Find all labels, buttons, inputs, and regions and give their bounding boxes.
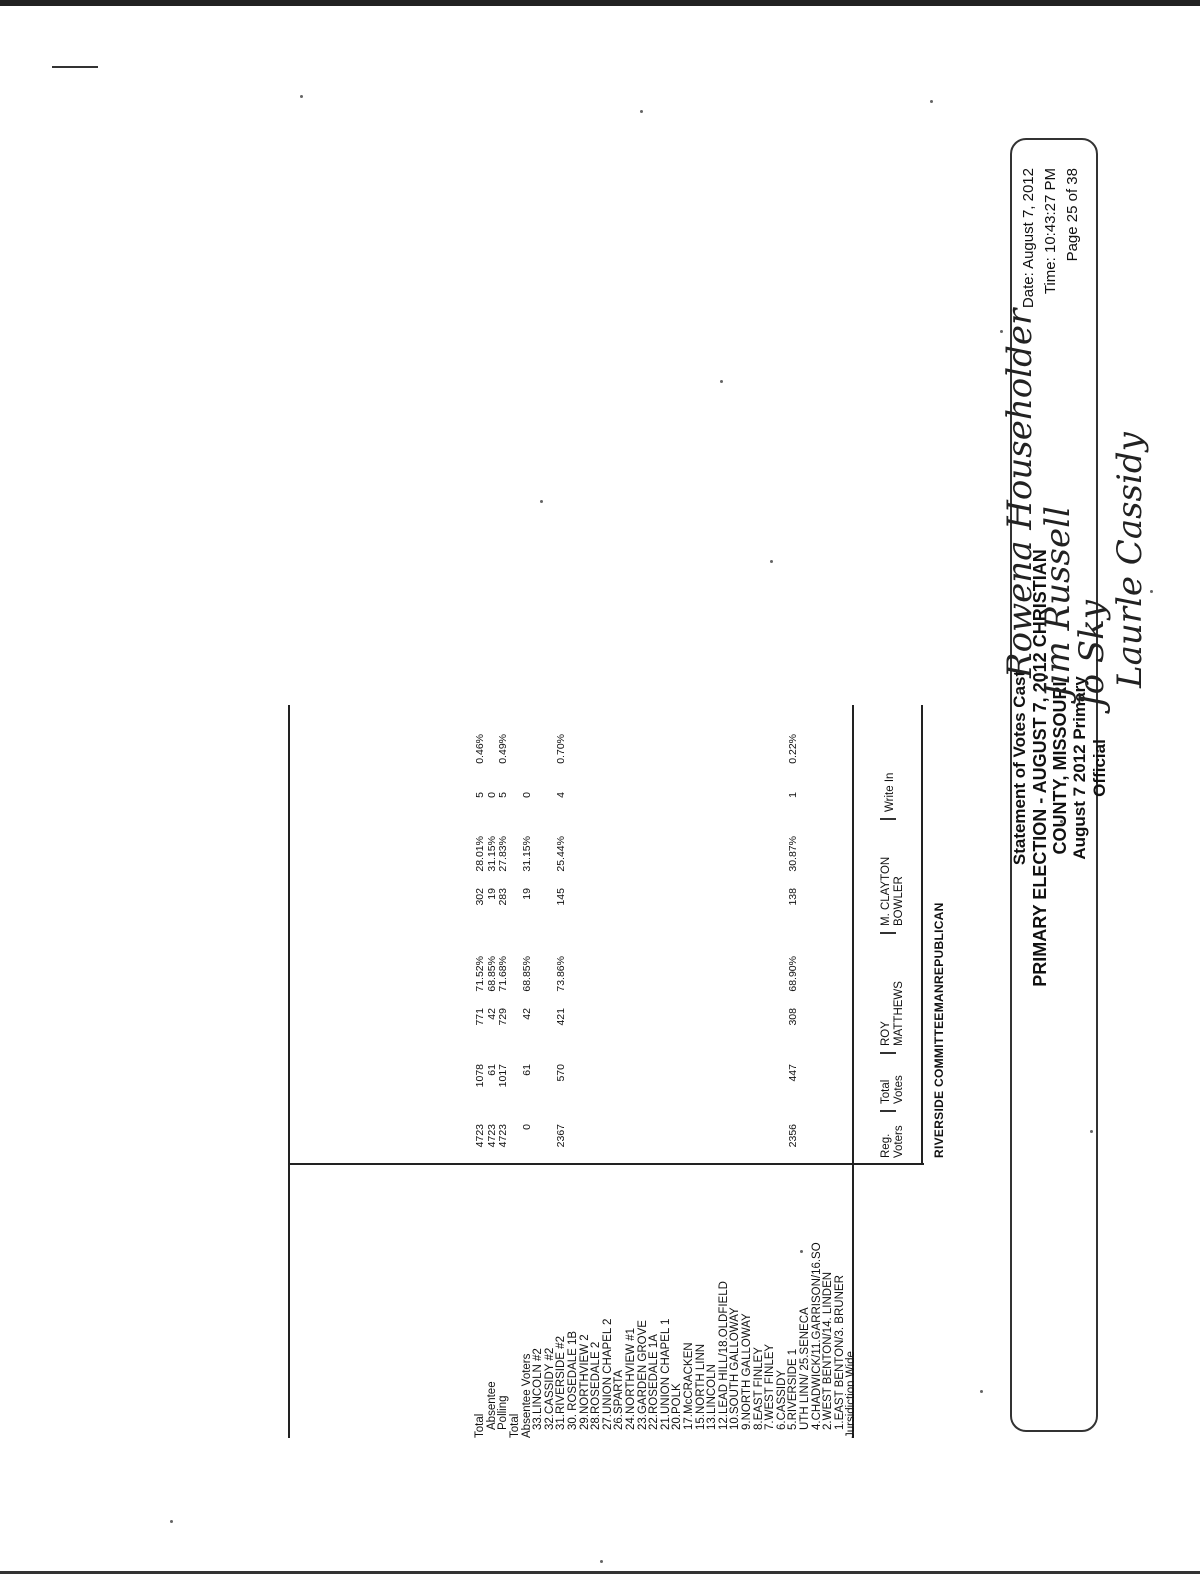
vote-cell: 31.15% (520, 836, 533, 872)
report-date: Date: August 7, 2012 (1020, 168, 1037, 309)
jurisdiction-row: 31.RIVERSIDE #2 (555, 1336, 568, 1430)
jurisdiction-row: 20.POLK (671, 1383, 684, 1430)
vote-cell: 308 (787, 1008, 800, 1026)
title-line2: PRIMARY ELECTION - AUGUST 7, 2012 CHRISTIAN COUNTY, MISSOURI (1030, 549, 1070, 987)
vote-cell: 19 (520, 888, 533, 900)
col-separator (880, 819, 896, 821)
vote-cell: 283 (497, 888, 510, 906)
signature-1: Laurle Cassidy (1110, 432, 1150, 688)
title-line1: Statement of Votes Cast (1010, 670, 1029, 866)
jurisdiction-row: 30. ROSEDALE 1B (567, 1330, 579, 1430)
table-left-rule (288, 1163, 924, 1165)
col-write-in: Write In (884, 772, 896, 812)
race-title: RIVERSIDE COMMITTEEMANREPUBLICAN (932, 902, 946, 1158)
jurisdiction-row: UTH LINN/ 25.SENECA (799, 1307, 811, 1430)
vote-cell: 68.85% (485, 956, 498, 992)
jurisdiction-row: 22.ROSEDALE 1A (648, 1334, 661, 1430)
jurisdiction-row: 6.CASSIDY (775, 1369, 788, 1430)
vote-cell: 2356 (787, 1124, 800, 1148)
vote-cell: 4723 (485, 1124, 498, 1148)
jurisdiction-row: Polling (497, 1395, 510, 1430)
col-roy-matthews: ROY MATTHEWS (880, 981, 905, 1046)
jurisdiction-row: 33.LINCOLN #2 (532, 1348, 545, 1430)
jurisdiction-row: 27.UNION CHAPEL 2 (601, 1318, 614, 1430)
signature-4: Rowena Householder (1000, 308, 1040, 678)
table-bottom-rule (288, 705, 290, 1438)
jurisdiction-row: 1.EAST BENTON/3. BRUNER (833, 1275, 846, 1430)
vote-cell: 4723 (474, 1124, 487, 1148)
vote-cell: 42 (485, 1008, 498, 1020)
jurisdiction-row: 17.McCRACKEN (683, 1342, 695, 1430)
vote-cell: 28.01% (474, 836, 487, 872)
report-time: Time: 10:43:27 PM (1042, 168, 1059, 295)
vote-cell: 31.15% (485, 836, 498, 872)
jurisdiction-row: Total (509, 1413, 521, 1438)
vote-cell: 729 (497, 1008, 510, 1026)
table-header-rule (852, 705, 854, 1438)
page-number: Page 25 of 38 (1064, 168, 1081, 262)
jurisdiction-row: 8.EAST FINLEY (752, 1347, 765, 1430)
vote-cell: 68.90% (787, 956, 800, 992)
vote-cell: 25.44% (555, 836, 568, 872)
vote-cell: 2367 (555, 1124, 568, 1148)
jurisdiction-row: 10.SOUTH GALLOWAY (729, 1307, 742, 1430)
vote-cell: 771 (474, 1008, 487, 1026)
vote-cell: 5 (474, 792, 487, 798)
vote-cell: 0.46% (474, 734, 487, 764)
vote-cell: 0 (485, 792, 498, 798)
jurisdiction-row: 24.NORTHVIEW #1 (625, 1327, 637, 1430)
col-clayton-bowler: M. CLAYTON BOWLER (880, 856, 905, 926)
jurisdiction-row: 32.CASSIDY #2 (543, 1347, 556, 1430)
vote-cell: 421 (555, 1008, 568, 1026)
jurisdiction-row: 15.NORTH LINN (694, 1343, 707, 1430)
vote-cell: 27.83% (497, 836, 510, 872)
vote-cell: 73.86% (555, 956, 568, 992)
jurisdiction-row: Total (474, 1413, 487, 1438)
jurisdiction-row: 21.UNION CHAPEL 1 (659, 1318, 672, 1430)
vote-cell: 68.85% (520, 956, 533, 992)
col-reg-voters: Reg. Voters (880, 1125, 905, 1158)
vote-cell: 19 (485, 888, 498, 900)
title-line4: Official (1090, 739, 1109, 797)
jurisdiction-row: 4.CHADWICK/11.GARRISON/16.SO (810, 1242, 823, 1430)
vote-cell: 0 (520, 792, 533, 798)
jurisdiction-row: 7.WEST FINLEY (764, 1343, 777, 1430)
vote-cell: 1017 (497, 1064, 510, 1088)
signature-3: Jim Russell (1038, 506, 1078, 698)
jurisdiction-row: 29.NORTHVIEW 2 (578, 1334, 591, 1430)
vote-cell: 42 (520, 1008, 533, 1020)
vote-cell: 0 (520, 1124, 533, 1130)
jurisdiction-row: Absentee Voters (520, 1353, 533, 1438)
table-top-rule (921, 705, 923, 1165)
vote-cell: 570 (555, 1064, 568, 1082)
signature-2: Jo Sky (1072, 599, 1112, 708)
jurisdiction-row: 12.LEAD HILL/18.OLDFIELD (717, 1281, 730, 1430)
vote-cell: 145 (555, 888, 568, 906)
jurisdiction-row: 9.NORTH GALLOWAY (741, 1313, 753, 1430)
jurisdiction-row: 13.LINCOLN (706, 1364, 719, 1430)
vote-cell: 61 (485, 1064, 498, 1076)
vote-cell: 138 (787, 888, 800, 906)
vote-cell: 1 (787, 792, 800, 798)
vote-cell: 61 (520, 1064, 533, 1076)
vote-cell: 447 (787, 1064, 800, 1082)
vote-cell: 71.52% (474, 956, 487, 992)
title-line3: August 7 2012 Primary (1070, 676, 1089, 860)
vote-cell: 30.87% (787, 836, 800, 872)
vote-cell: 1078 (474, 1064, 487, 1088)
jurisdiction-row: 26.SPARTA (613, 1369, 626, 1430)
jurisdiction-row: Jursidiction Wide (845, 1351, 858, 1438)
jurisdiction-row: 2.WEST BENTON/14. LINDEN (822, 1271, 835, 1430)
vote-cell: 302 (474, 888, 487, 906)
jurisdiction-row: Absentee (485, 1381, 498, 1430)
vote-cell: 5 (497, 792, 510, 798)
col-separator (880, 1111, 896, 1113)
vote-cell: 0.22% (787, 734, 800, 764)
jurisdiction-row: 23.GARDEN GROVE (636, 1320, 649, 1430)
vote-cell: 0.49% (497, 734, 510, 764)
jurisdiction-row: 5.RIVERSIDE 1 (787, 1348, 800, 1430)
vote-cell: 0.70% (555, 734, 568, 764)
jurisdiction-row: 28.ROSEDALE 2 (590, 1341, 603, 1430)
col-separator (880, 1053, 896, 1055)
vote-cell: 4723 (497, 1124, 510, 1148)
col-separator (880, 933, 896, 935)
vote-cell: 4 (555, 792, 568, 798)
vote-cell: 71.68% (497, 956, 510, 992)
col-total-votes: Total Votes (880, 1075, 905, 1104)
